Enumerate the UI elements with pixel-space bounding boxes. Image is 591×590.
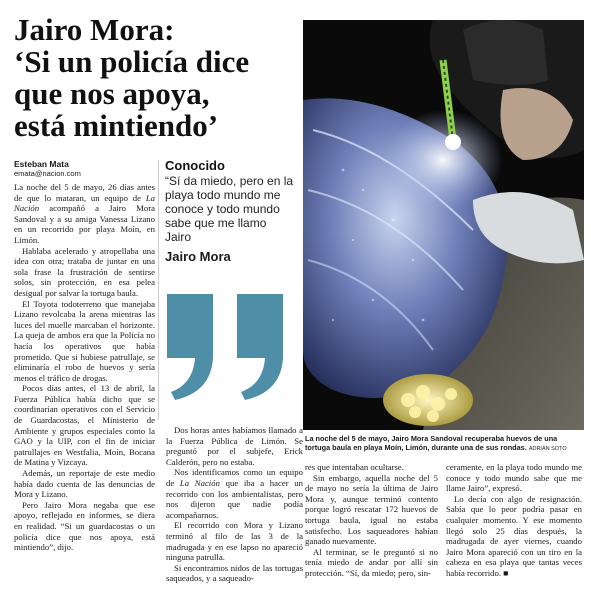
paragraph: Sin embargo, aquella noche del 5 de mayo no sería la última de Jairo Mora y, aunque terminó contento porque logró rescatar 172 huevos de tortuga baula, igual no estaba satisfecho. Los saqueadores habían ganado nuevamente. — [305, 472, 438, 547]
closing-quote-mark-icon — [165, 288, 290, 406]
paragraph: Lo decía con algo de resignación. Sabía que lo peor podría pasar en cualquier momento. Y ese momento llegó solo 25 días después, la madrugada de ayer viernes, cuando Jairo Mora apareció con un tiro en la cabeza en esa playa que tantas veces había recorrido. ■ — [446, 493, 582, 578]
author-name: Esteban Mata — [14, 159, 69, 169]
paragraph: Nos identificamos como un equipo de La Nación que iba a hacer un recorrido con los ambientalistas, pero nos dijeron que nadie podía acompañarnos. — [166, 467, 303, 520]
photo — [303, 20, 584, 430]
column-divider — [158, 160, 159, 420]
article-column-2 — [166, 425, 303, 585]
article-column-4 — [446, 462, 582, 586]
headline-line-3: que nos apoya, — [14, 76, 210, 111]
paragraph: La noche del 5 de mayo, 26 días antes de que lo mataran, un equipo de La Nación acompañó a Jairo Mora Sandoval y a su amiga Vanessa Lizano en un recorrido por playa Moín, en Limón. — [14, 182, 155, 245]
paragraph: ceramente, en la playa todo mundo me conoce y todo mundo sabe que me llame Jairo”, expresó. — [446, 462, 582, 494]
paragraph: Pocos días antes, el 13 de abril, la Fuerza Pública había dicho que se coordinarían operativos con el Servicio de Guardacostas, el Ministerio de Ambiente y grupos especiales como la GAO y la UIP, con el fin de iniciar patrullajes en Westfalia, Moín, Bocana de Matina y Vizcaya. — [14, 383, 155, 468]
caption-text: La noche del 5 de mayo, Jairo Mora Sandoval recuperaba huevos de una tortuga baula en playa Moín, Limón, durante una de sus rondas. — [305, 434, 558, 452]
paragraph: El Toyota todoterreno que manejaba Lizano revolcaba la arena mientras las luces del muelle marcaban el horizonte. La queja de ambos era que la Policía no hacía los operativos que había prometido. Que si hubiese patrullaje, se eliminaría el robo de huevos y sería menos el tráfico de drogas. — [14, 298, 155, 383]
article-column-1 — [14, 182, 155, 582]
photo-caption — [305, 434, 582, 454]
paragraph: Dos horas antes habíamos llamado a la Fuerza Pública de Limón. Se preguntó por el subjefe, Erick Calderón, pero no estaba. — [166, 425, 303, 467]
paragraph: Pero Jairo Mora negaba que ese apoyo, reflejado en informes, se diera en realidad. “Si un guardacostas o un policía dice que nos apoya, está mintiendo”, dijo. — [14, 499, 155, 553]
headline-line-4: está mintiendo’ — [14, 108, 219, 143]
pull-quote-label: Conocido — [165, 158, 225, 173]
photo-image — [303, 20, 584, 430]
article-column-3 — [305, 462, 438, 586]
paragraph: res que intentaban ocultarse. — [305, 462, 404, 472]
author-email[interactable]: emata@nacion.com — [14, 169, 81, 178]
pull-quote-attribution: Jairo Mora — [165, 249, 231, 264]
paragraph: Hablaba acelerado y atropellaba una idea con otra; trataba de juntar en una sola frase la frustración de sentirse solos, sin protección, en esa pelea desigual por salvar la tortuga baula. — [14, 245, 155, 298]
paragraph: Al terminar, se le preguntó si no tenía miedo de andar por allí sin protección. “Sí, da miedo; pero, sin- — [305, 546, 438, 578]
pull-quote-text: “Sí da miedo, pero en la playa todo mundo me conoce y todo mundo sabe que me llamo Jairo — [165, 174, 294, 244]
pull-quote — [165, 158, 295, 264]
paragraph: El recorrido con Mora y Lizano terminó al filo de las 3 de la madrugada y en ese lapso no apareció ninguna patrulla. — [166, 520, 303, 563]
paragraph: Además, un reportaje de este medio había dado cuenta de las denuncias de Mora y Lizano. — [14, 468, 155, 500]
headline-line-2: ‘Si un policía dice — [14, 44, 250, 79]
headline-line-1: Jairo Mora: — [14, 12, 175, 47]
photo-credit: ADRIÁN SOTO — [528, 446, 567, 452]
headline — [14, 14, 300, 142]
paragraph: Si encontramos nidos de las tortugas saqueados, y a saqueado- — [166, 562, 303, 584]
byline — [14, 159, 164, 178]
